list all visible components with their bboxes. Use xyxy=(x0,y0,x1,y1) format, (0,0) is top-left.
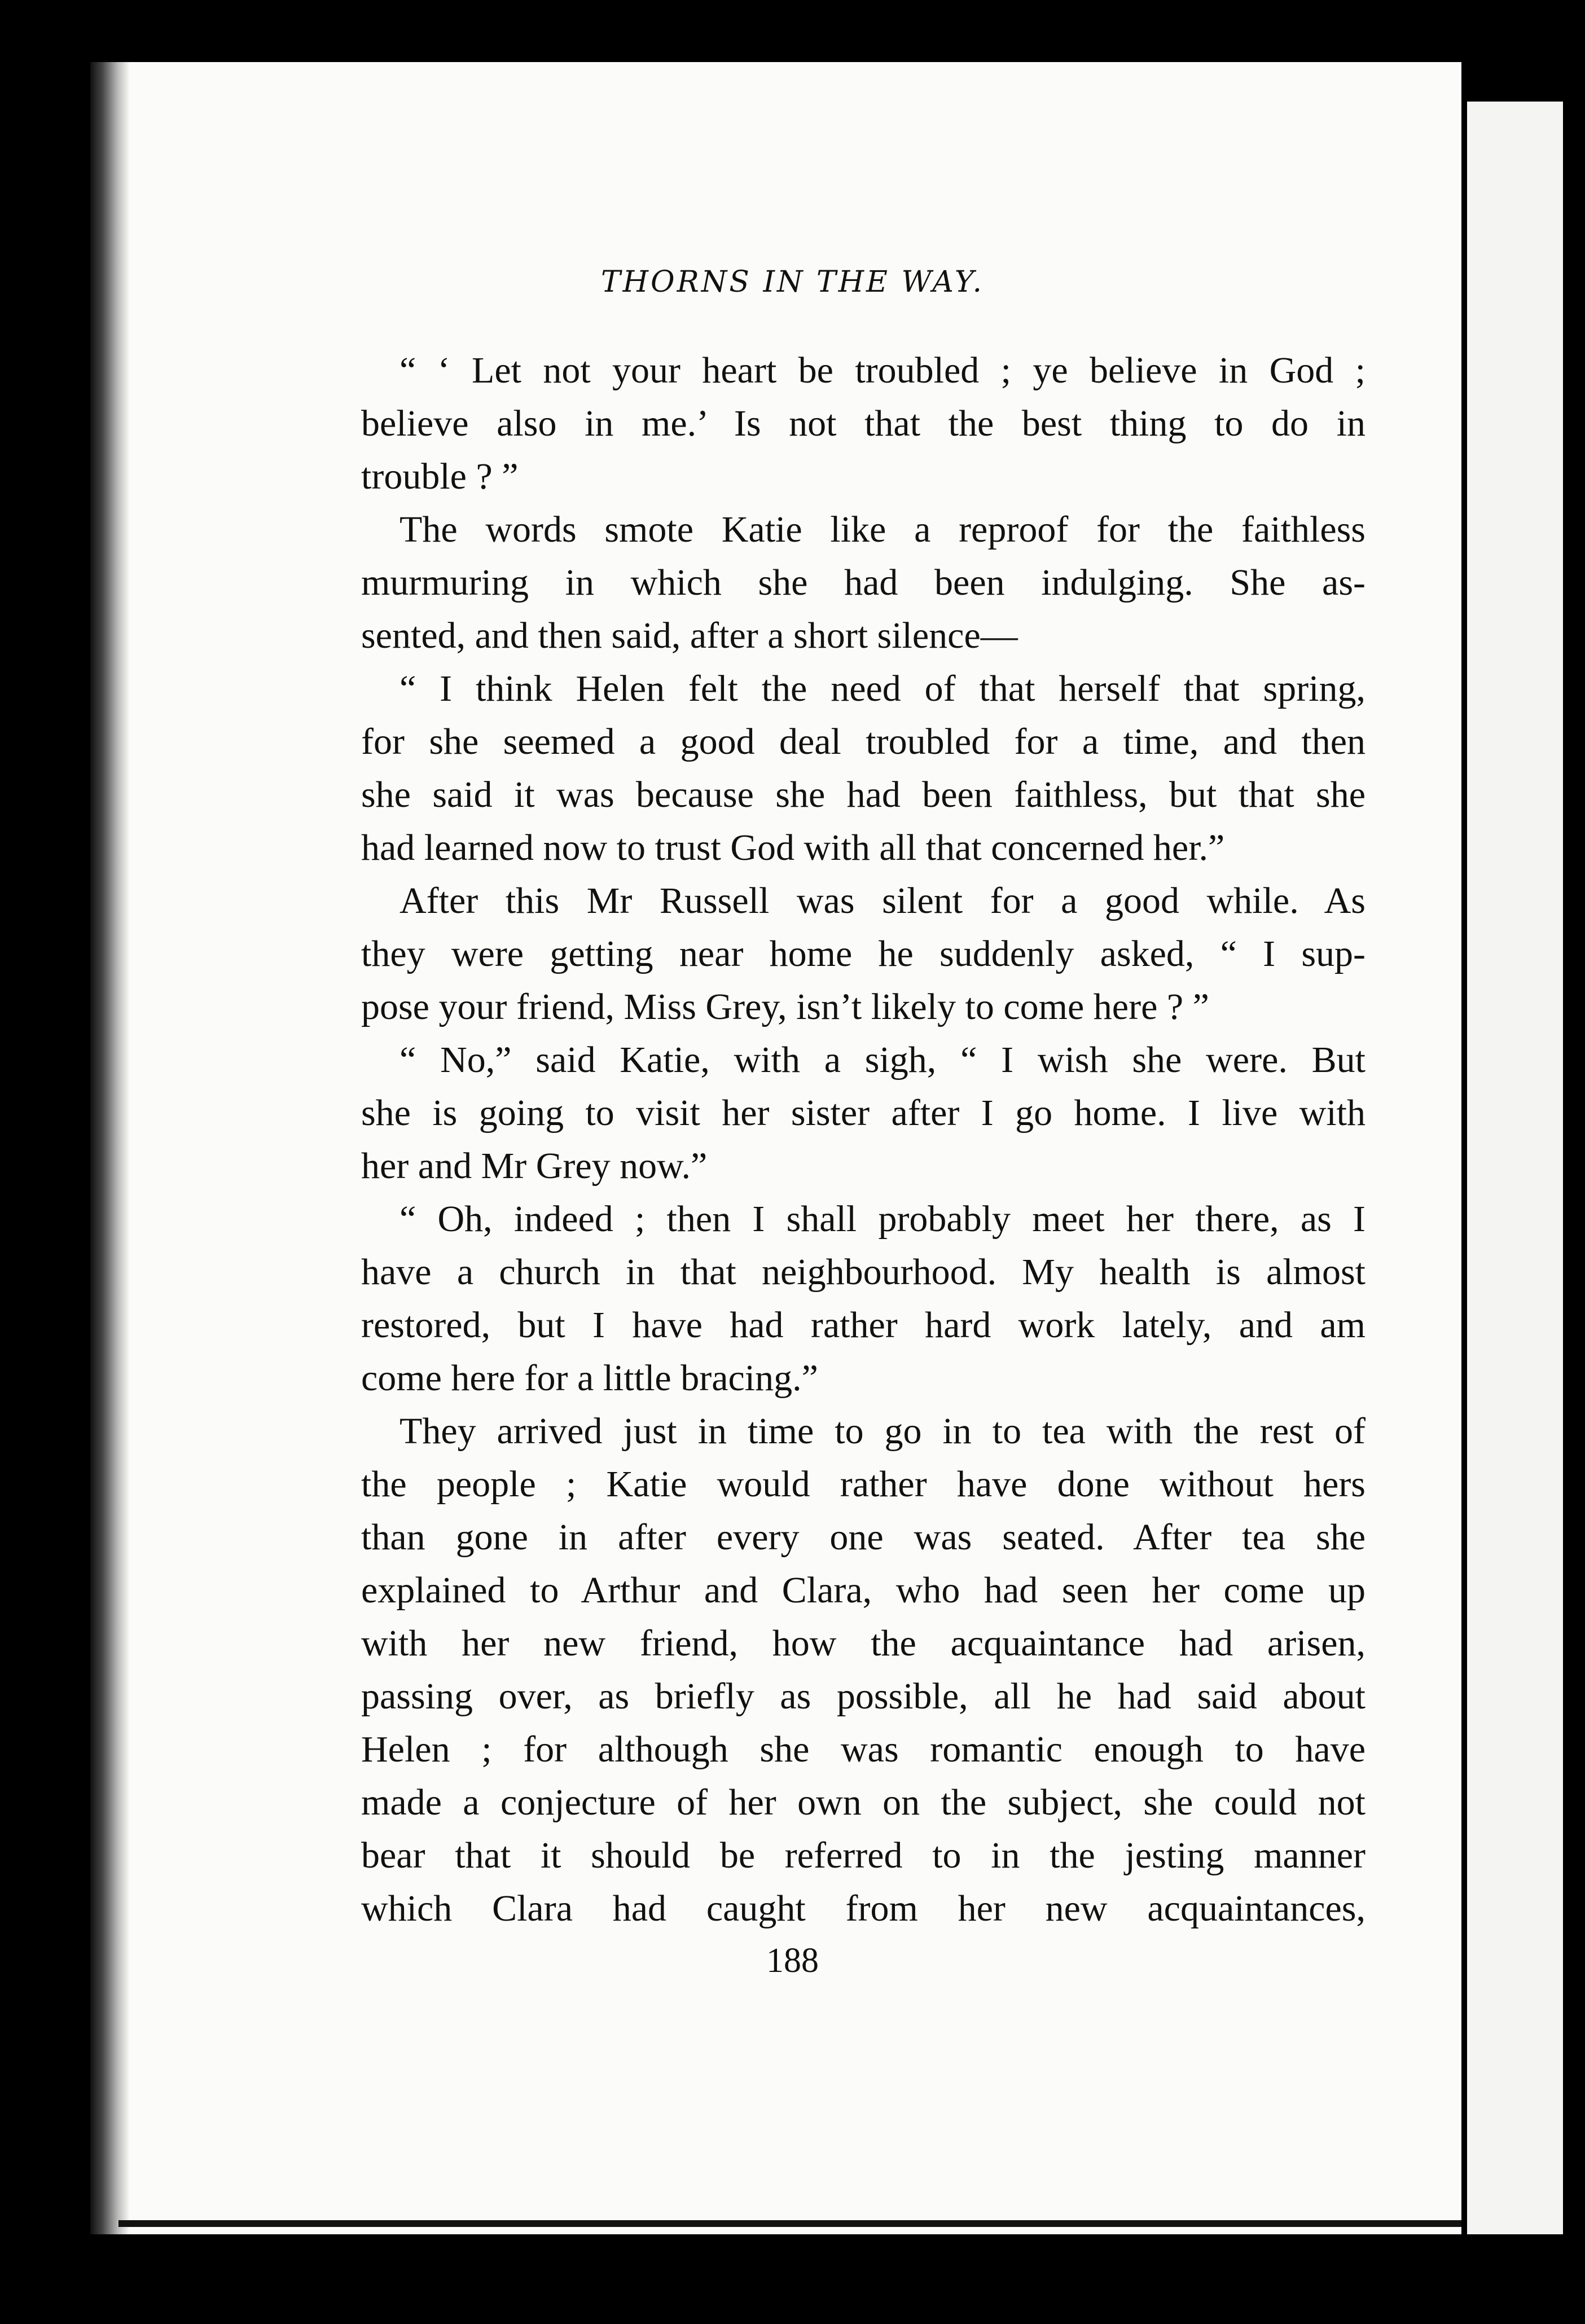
page-number: 188 xyxy=(766,1941,819,1980)
text-line: murmuring in which she had been indulging. She as- xyxy=(361,562,1366,603)
text-line: with her new friend, how the acquaintance had arisen, xyxy=(361,1623,1366,1664)
text-line: she is going to visit her sister after I go home. I live with xyxy=(361,1092,1366,1134)
text-line: the people ; Katie would rather have done without hers xyxy=(361,1464,1366,1505)
text-line: which Clara had caught from her new acquaintances, xyxy=(361,1888,1366,1929)
text-line: restored, but I have had rather hard work lately, and am xyxy=(361,1304,1366,1346)
bottom-edge-shadow xyxy=(118,2220,1461,2227)
text-line: “ Oh, indeed ; then I shall probably meet her there, as I xyxy=(399,1198,1366,1240)
text-line: “ I think Helen felt the need of that herself that spring, xyxy=(399,668,1366,709)
text-line: made a conjecture of her own on the subject, she could not xyxy=(361,1782,1366,1823)
text-line: The words smote Katie like a reproof for the faithless xyxy=(399,509,1366,550)
text-line: After this Mr Russell was silent for a good while. As xyxy=(399,880,1366,921)
text-line: “ No,” said Katie, with a sigh, “ I wish she were. But xyxy=(399,1039,1366,1080)
text-line: trouble ? ” xyxy=(361,456,519,497)
text-line: she said it was because she had been faithless, but that she xyxy=(361,774,1366,815)
text-line: have a church in that neighbourhood. My health is almost xyxy=(361,1251,1366,1293)
text-line: come here for a little bracing.” xyxy=(361,1358,818,1399)
gutter-shadow xyxy=(90,62,130,2234)
text-line: than gone in after every one was seated. After tea she xyxy=(361,1517,1366,1558)
body-text xyxy=(361,344,1366,1935)
text-line: They arrived just in time to go in to tea with the rest of xyxy=(399,1411,1366,1452)
text-line: sented, and then said, after a short silence— xyxy=(361,615,1018,656)
text-line: explained to Arthur and Clara, who had seen her come up xyxy=(361,1570,1366,1611)
text-line: they were getting near home he suddenly asked, “ I sup- xyxy=(361,933,1366,974)
text-line: passing over, as briefly as possible, all he had said about xyxy=(361,1676,1366,1717)
text-line: “ ‘ Let not your heart be troubled ; ye believe in God ; xyxy=(399,350,1366,391)
text-line: bear that it should be referred to in the jesting manner xyxy=(361,1835,1366,1876)
text-line: believe also in me.’ Is not that the best thing to do in xyxy=(361,403,1366,444)
text-line: had learned now to trust God with all that concerned her.” xyxy=(361,827,1225,868)
running-head: THORNS IN THE WAY. xyxy=(600,265,984,299)
facing-page-edge xyxy=(1467,102,1563,2234)
text-line: her and Mr Grey now.” xyxy=(361,1145,708,1187)
text-line: Helen ; for although she was romantic enough to have xyxy=(361,1729,1366,1770)
text-line: pose your friend, Miss Grey, isn’t likely to come here ? ” xyxy=(361,986,1209,1027)
text-line: for she seemed a good deal troubled for a time, and then xyxy=(361,721,1366,762)
